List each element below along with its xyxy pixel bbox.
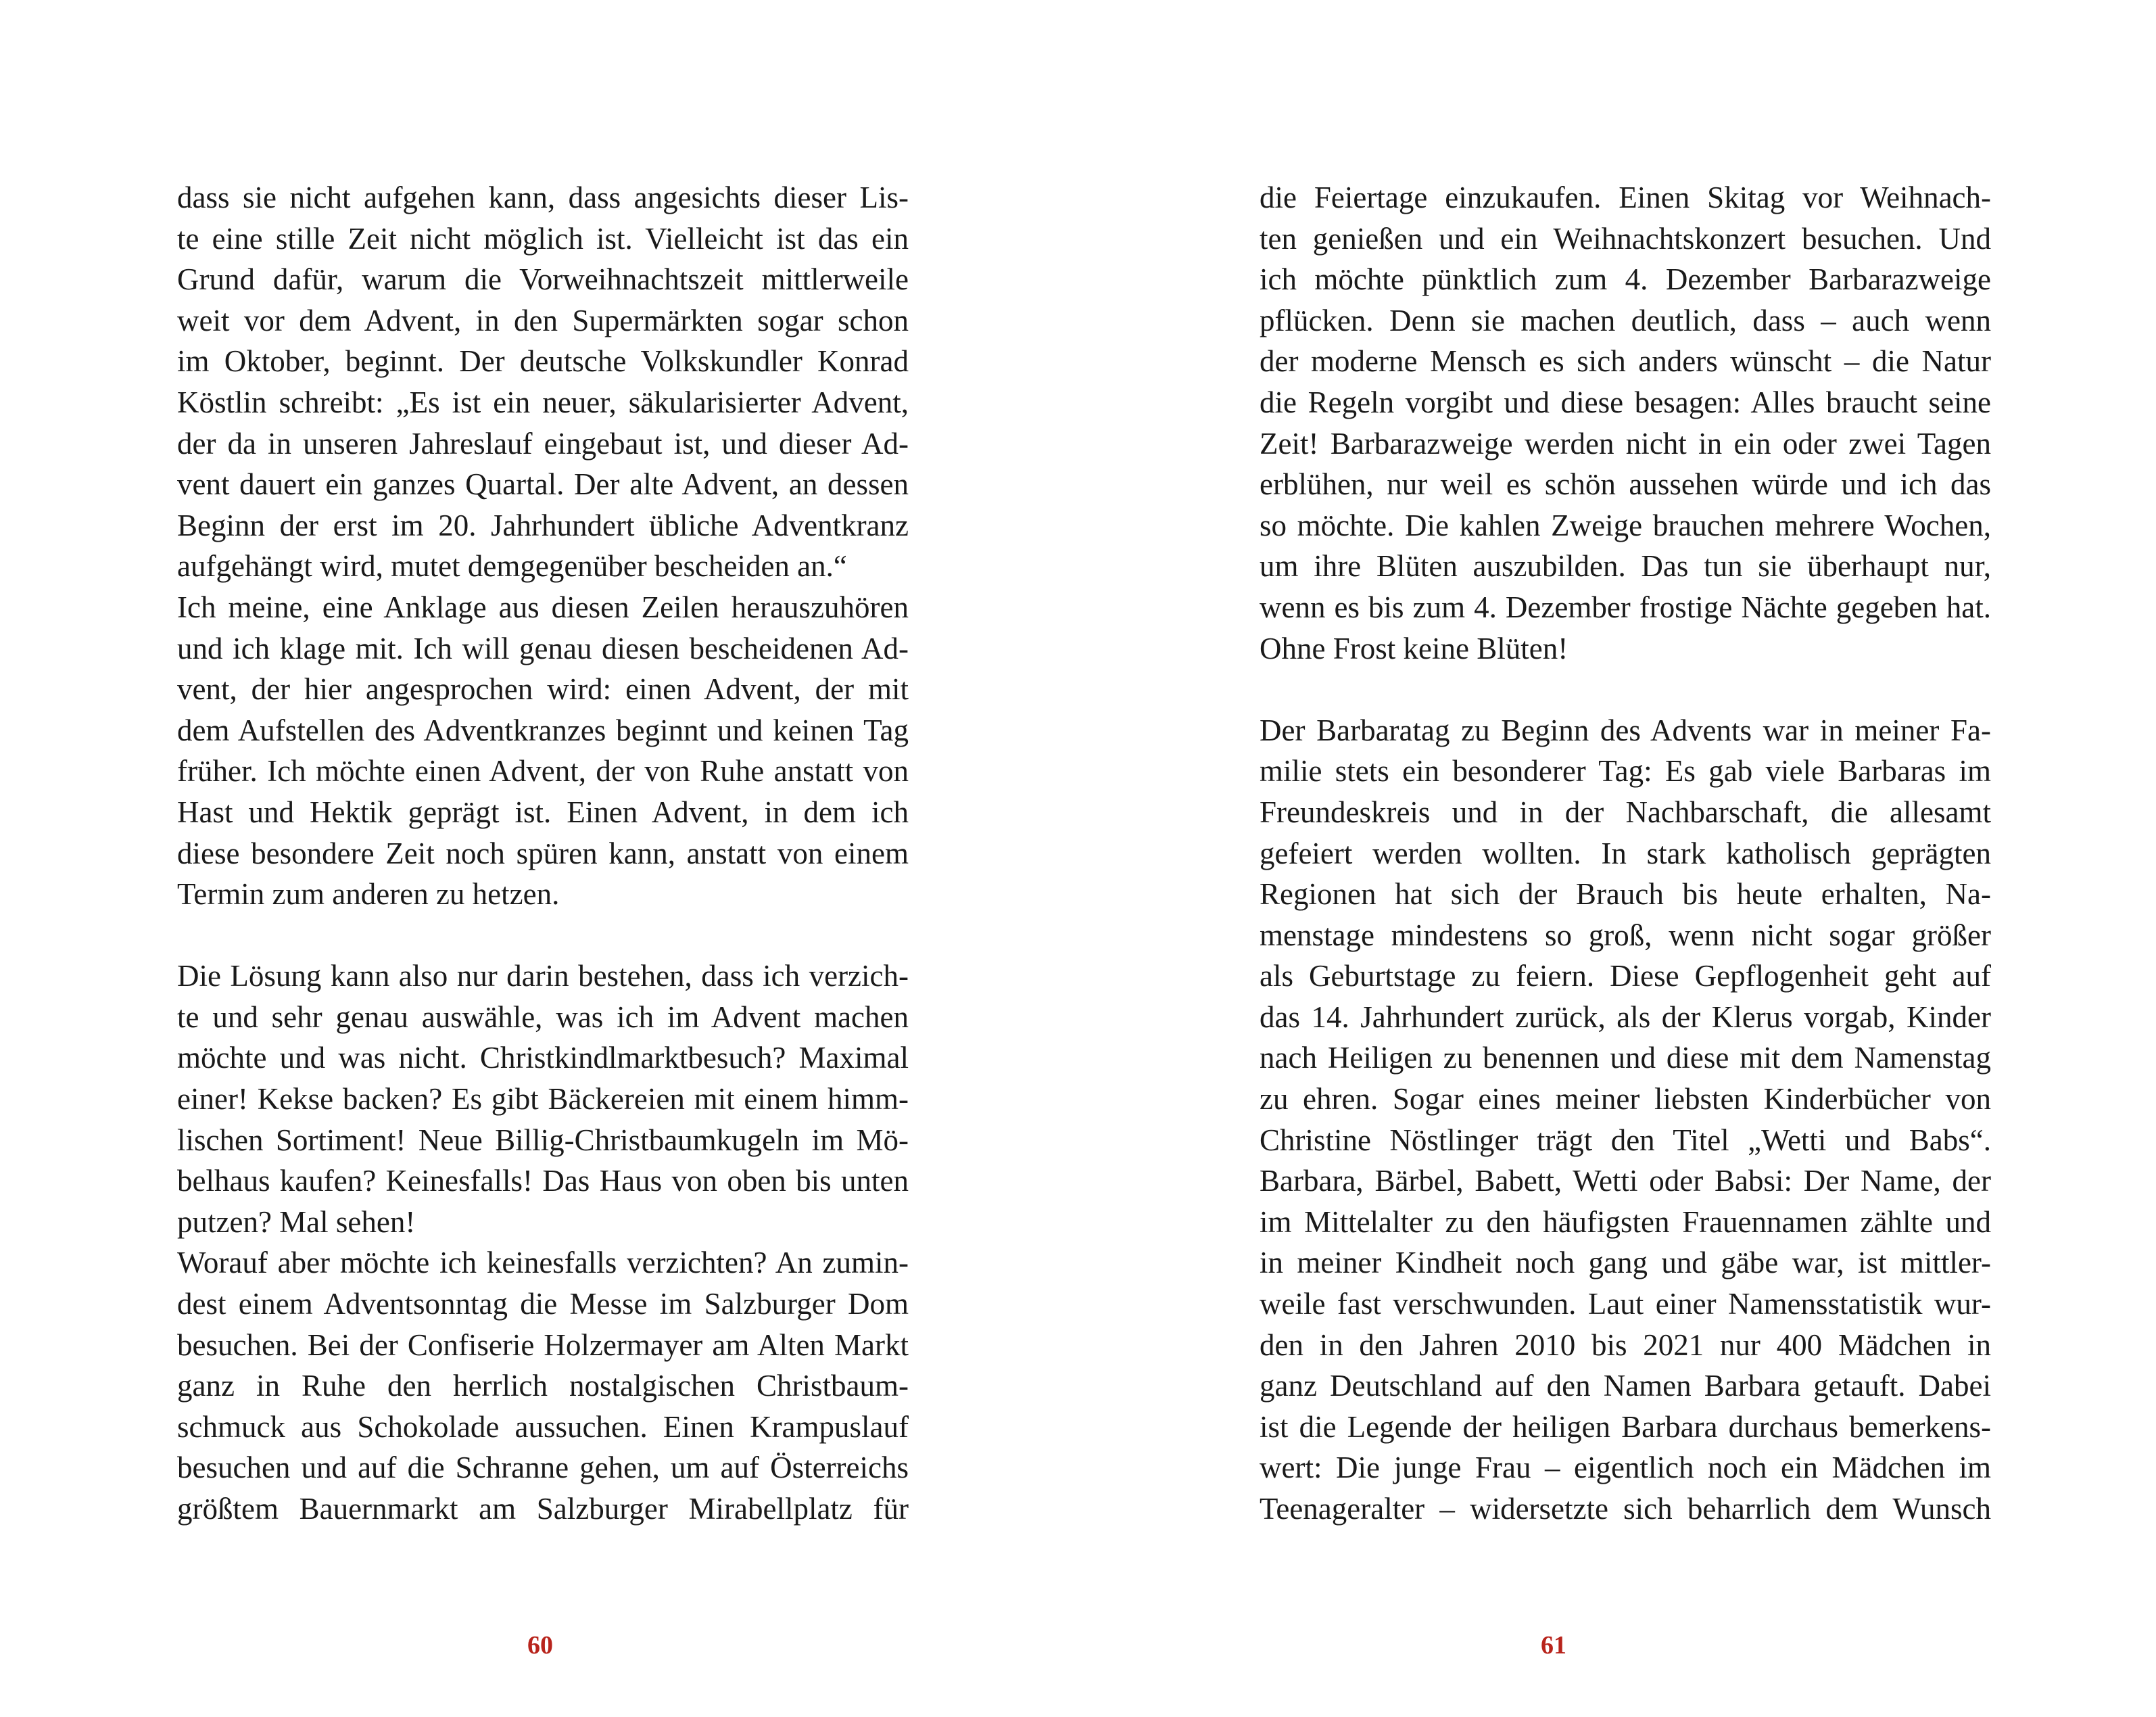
text-line: menstage mindestens so groß, wenn nicht sogar größer <box>1260 918 1991 952</box>
text-line: im Mittelalter zu den häufigsten Frauennamen zählte und <box>1260 1204 1991 1239</box>
text-line: erblühen, nur weil es schön aussehen würde und ich das <box>1260 467 1991 502</box>
text-line: Hast und Hektik geprägt ist. Einen Advent, in dem ich <box>177 795 909 829</box>
text-line: vent dauert ein ganzes Quartal. Der alte Advent, an dessen <box>177 467 909 502</box>
text-line: dest einem Adventsonntag die Messe im Salzburger Dom <box>177 1287 909 1321</box>
right-page-text <box>1260 177 1991 1530</box>
text-line: vent, der hier angesprochen wird: einen Advent, der mit <box>177 672 909 707</box>
right-page <box>1078 0 2156 1717</box>
text-line: im Oktober, beginnt. Der deutsche Volkskundler Konrad <box>177 344 909 379</box>
text-line: der da in unseren Jahreslauf eingebaut ist, und dieser Ad- <box>177 426 909 461</box>
text-line: Zeit! Barbarazweige werden nicht in ein oder zwei Tagen <box>1260 426 1991 461</box>
text-line: besuchen. Bei der Confiserie Holzermayer am Alten Markt <box>177 1327 909 1362</box>
text-line: gefeiert werden wollten. In stark katholisch geprägten <box>1260 836 1991 870</box>
text-line: ganz Deutschland auf den Namen Barbara getauft. Dabei <box>1260 1369 1991 1403</box>
text-line: den in den Jahren 2010 bis 2021 nur 400 Mädchen in <box>1260 1327 1991 1362</box>
text-line: diese besondere Zeit noch spüren kann, anstatt von einem <box>177 836 909 870</box>
text-line: und ich klage mit. Ich will genau diesen bescheidenen Ad- <box>177 631 909 665</box>
text-line: Grund dafür, warum die Vorweihnachtszeit mittlerweile <box>177 262 909 297</box>
text-line: Teenageralter – widersetzte sich beharrlich dem Wunsch <box>1260 1492 1991 1526</box>
text-line: als Geburtstage zu feiern. Diese Gepflogenheit geht auf <box>1260 959 1991 993</box>
text-line: die Regeln vorgibt und diese besagen: Alles braucht seine <box>1260 385 1991 419</box>
text-line: Die Lösung kann also nur darin bestehen, dass ich verzich- <box>177 959 909 993</box>
text-line: wenn es bis zum 4. Dezember frostige Nächte gegeben hat. <box>1260 590 1991 624</box>
left-page-text <box>177 177 909 1530</box>
text-line: in meiner Kindheit noch gang und gäbe war, ist mittler- <box>1260 1246 1991 1280</box>
text-line: nach Heiligen zu benennen und diese mit dem Namenstag <box>1260 1041 1991 1075</box>
text-line: Ich meine, eine Anklage aus diesen Zeilen herauszuhören <box>177 590 909 624</box>
text-line: putzen? Mal sehen! <box>177 1204 416 1239</box>
text-line: zu ehren. Sogar eines meiner liebsten Kinderbücher von <box>1260 1082 1991 1116</box>
text-line <box>1260 669 1991 710</box>
text-line: das 14. Jahrhundert zurück, als der Klerus vorgab, Kinder <box>1260 999 1991 1034</box>
text-line: besuchen und auf die Schranne gehen, um auf Österreichs <box>177 1451 909 1485</box>
text-line <box>177 915 909 956</box>
text-line: schmuck aus Schokolade aussuchen. Einen Krampuslauf <box>177 1409 909 1444</box>
text-line: belhaus kaufen? Keinesfalls! Das Haus von oben bis unten <box>177 1164 909 1198</box>
text-line: Termin zum anderen zu hetzen. <box>177 877 560 912</box>
text-line: milie stets ein besonderer Tag: Es gab viele Barbaras im <box>1260 754 1991 789</box>
text-line: dass sie nicht aufgehen kann, dass angesichts dieser Lis- <box>177 181 909 214</box>
text-line: Barbara, Bärbel, Babett, Wetti oder Babsi: Der Name, der <box>1260 1164 1991 1198</box>
text-line: Beginn der erst im 20. Jahrhundert übliche Adventkranz <box>177 508 909 542</box>
text-line: weit vor dem Advent, in den Supermärkten sogar schon <box>177 303 909 337</box>
text-line: möchte und was nicht. Christkindlmarktbesuch? Maximal <box>177 1041 909 1075</box>
text-line: Worauf aber möchte ich keinesfalls verzichten? An zumin- <box>177 1246 909 1280</box>
text-line: größtem Bauernmarkt am Salzburger Mirabellplatz für <box>177 1492 909 1526</box>
text-line: früher. Ich möchte einen Advent, der von Ruhe anstatt von <box>177 754 909 789</box>
text-line: Freundeskreis und in der Nachbarschaft, die allesamt <box>1260 795 1991 829</box>
text-line: weile fast verschwunden. Laut einer Namensstatistik wur- <box>1260 1287 1991 1321</box>
text-line: aufgehängt wird, mutet demgegenüber bescheiden an.“ <box>177 549 847 584</box>
text-line: Köstlin schreibt: „Es ist ein neuer, säkularisierter Advent, <box>177 385 909 419</box>
text-line: dem Aufstellen des Adventkranzes beginnt und keinen Tag <box>177 713 909 747</box>
text-line: ist die Legende der heiligen Barbara durchaus bemerkens- <box>1260 1409 1991 1444</box>
text-line: ten genießen und ein Weihnachtskonzert besuchen. Und <box>1260 221 1991 256</box>
text-line: der moderne Mensch es sich anders wünscht – die Natur <box>1260 344 1991 379</box>
text-line: lischen Sortiment! Neue Billig-Christbaumkugeln im Mö- <box>177 1123 909 1157</box>
text-line: um ihre Blüten auszubilden. Das tun sie überhaupt nur, <box>1260 549 1991 584</box>
text-line: te eine stille Zeit nicht möglich ist. Vielleicht ist das ein <box>177 221 909 256</box>
left-page-number: 60 <box>527 1631 553 1660</box>
text-line: Der Barbaratag zu Beginn des Advents war in meiner Fa- <box>1260 713 1991 747</box>
text-line: Christine Nöstlinger trägt den Titel „Wetti und Babs“. <box>1260 1123 1991 1157</box>
text-line: einer! Kekse backen? Es gibt Bäckereien mit einem himm- <box>177 1082 909 1116</box>
text-line: Regionen hat sich der Brauch bis heute erhalten, Na- <box>1260 877 1991 912</box>
text-line: te und sehr genau auswähle, was ich im Advent machen <box>177 999 909 1034</box>
text-line: so möchte. Die kahlen Zweige brauchen mehrere Wochen, <box>1260 508 1991 542</box>
right-page-number: 61 <box>1541 1631 1566 1660</box>
text-line: ganz in Ruhe den herrlich nostalgischen Christbaum- <box>177 1369 909 1403</box>
text-line: pflücken. Denn sie machen deutlich, dass – auch wenn <box>1260 303 1991 337</box>
text-line: wert: Die junge Frau – eigentlich noch ein Mädchen im <box>1260 1451 1991 1485</box>
text-line: Ohne Frost keine Blüten! <box>1260 631 1568 665</box>
text-line: die Feiertage einzukaufen. Einen Skitag vor Weihnach- <box>1260 181 1991 214</box>
text-line: ich möchte pünktlich zum 4. Dezember Barbarazweige <box>1260 262 1991 297</box>
